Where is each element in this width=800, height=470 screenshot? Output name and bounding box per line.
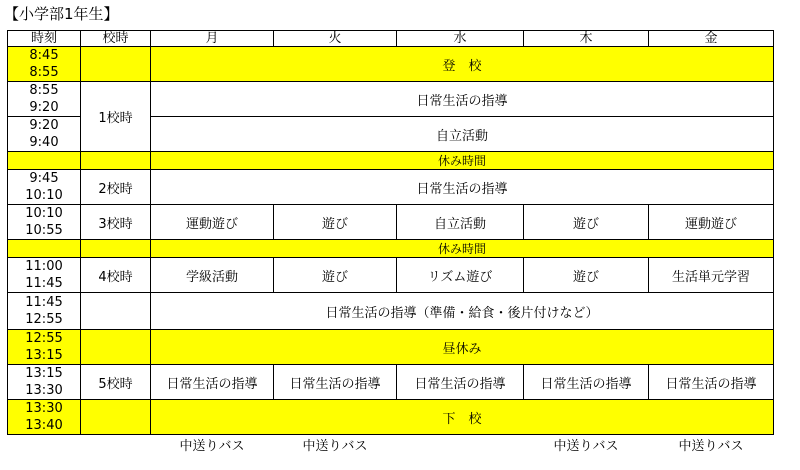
activity-cell: 日常生活の指導	[151, 82, 774, 117]
header-day-wed: 水	[397, 31, 524, 47]
table-row	[8, 82, 774, 117]
bus-label-wed	[397, 435, 524, 455]
page-title: 【小学部1年生】	[4, 5, 119, 23]
time-cell	[8, 258, 81, 293]
header-day-mon: 月	[151, 31, 274, 47]
bus-label-mon: 中送りバス	[179, 439, 245, 454]
time-start: 9:45	[29, 171, 59, 186]
table-row	[8, 400, 774, 435]
header-row	[8, 31, 774, 47]
day-cell-mon: 学級活動	[151, 258, 274, 293]
day-cell-fri: 生活単元学習	[649, 258, 774, 293]
time-cell	[8, 82, 81, 117]
day-cell-mon: 日常生活の指導	[151, 365, 274, 400]
time-cell	[8, 170, 81, 205]
activity-cell: 登 校	[151, 47, 774, 82]
time-cell	[8, 365, 81, 400]
period-cell	[81, 400, 151, 435]
header-period: 校時	[81, 31, 151, 47]
day-cell-thu: 日常生活の指導	[524, 365, 649, 400]
bus-label-fri: 中送りバス	[678, 439, 744, 454]
time-cell	[8, 152, 81, 170]
period-cell	[81, 293, 151, 330]
activity-cell: 日常生活の指導（準備・給食・後片付けなど）	[151, 293, 774, 330]
activity-cell: 下 校	[151, 400, 774, 435]
header-day-thu: 木	[524, 31, 649, 47]
day-cell-fri: 日常生活の指導	[649, 365, 774, 400]
day-cell-wed: 日常生活の指導	[397, 365, 524, 400]
table-row	[8, 240, 774, 258]
time-end: 13:15	[25, 348, 63, 363]
header-time: 時刻	[8, 31, 81, 47]
table-row	[8, 258, 774, 293]
time-start: 11:45	[25, 295, 63, 310]
time-start: 13:15	[25, 366, 63, 381]
time-start: 10:10	[25, 206, 63, 221]
period-cell: 4校時	[81, 258, 151, 293]
time-start: 8:45	[29, 48, 59, 63]
bus-row	[8, 435, 774, 455]
bus-spacer	[81, 435, 151, 455]
table-row	[8, 330, 774, 365]
header-day-fri: 金	[649, 31, 774, 47]
time-end: 10:55	[25, 223, 63, 238]
time-end: 13:30	[25, 383, 63, 398]
time-end: 10:10	[25, 188, 63, 203]
activity-cell: 昼休み	[151, 330, 774, 365]
day-cell-wed: リズム遊び	[397, 258, 524, 293]
day-cell-thu: 遊び	[524, 258, 649, 293]
period-cell	[81, 330, 151, 365]
time-cell	[8, 47, 81, 82]
time-start: 12:55	[25, 331, 63, 346]
table-row	[8, 47, 774, 82]
time-end: 8:55	[29, 65, 59, 80]
day-cell-tue: 日常生活の指導	[274, 365, 397, 400]
day-cell-thu: 遊び	[524, 205, 649, 240]
time-cell	[8, 117, 81, 152]
period-cell: 3校時	[81, 205, 151, 240]
time-end: 13:40	[25, 418, 63, 433]
time-cell	[8, 293, 81, 330]
period-cell	[81, 47, 151, 82]
time-cell	[8, 400, 81, 435]
period-cell: 1校時	[81, 82, 151, 152]
time-start: 11:00	[25, 259, 63, 274]
period-cell	[81, 240, 151, 258]
break-cell: 休み時間	[151, 240, 774, 258]
day-cell-wed: 自立活動	[397, 205, 524, 240]
period-cell: 5校時	[81, 365, 151, 400]
time-end: 9:40	[29, 135, 59, 150]
period-cell	[81, 152, 151, 170]
break-cell: 休み時間	[151, 152, 774, 170]
schedule-table	[7, 30, 774, 454]
activity-cell: 自立活動	[151, 117, 774, 152]
table-row	[8, 205, 774, 240]
time-end: 9:20	[29, 100, 59, 115]
period-cell: 2校時	[81, 170, 151, 205]
table-row	[8, 365, 774, 400]
time-start: 9:20	[29, 118, 59, 133]
time-end: 12:55	[25, 312, 63, 327]
time-end: 11:45	[25, 276, 63, 291]
bus-spacer	[8, 435, 81, 455]
time-cell	[8, 330, 81, 365]
time-start: 13:30	[25, 401, 63, 416]
activity-cell: 日常生活の指導	[151, 170, 774, 205]
time-cell	[8, 240, 81, 258]
day-cell-tue: 遊び	[274, 205, 397, 240]
bus-label-thu: 中送りバス	[553, 439, 619, 454]
table-row	[8, 152, 774, 170]
day-cell-mon: 運動遊び	[151, 205, 274, 240]
table-row	[8, 293, 774, 330]
bus-label-tue: 中送りバス	[302, 439, 368, 454]
day-cell-fri: 運動遊び	[649, 205, 774, 240]
time-cell	[8, 205, 81, 240]
table-row	[8, 170, 774, 205]
time-start: 8:55	[29, 83, 59, 98]
header-day-tue: 火	[274, 31, 397, 47]
day-cell-tue: 遊び	[274, 258, 397, 293]
